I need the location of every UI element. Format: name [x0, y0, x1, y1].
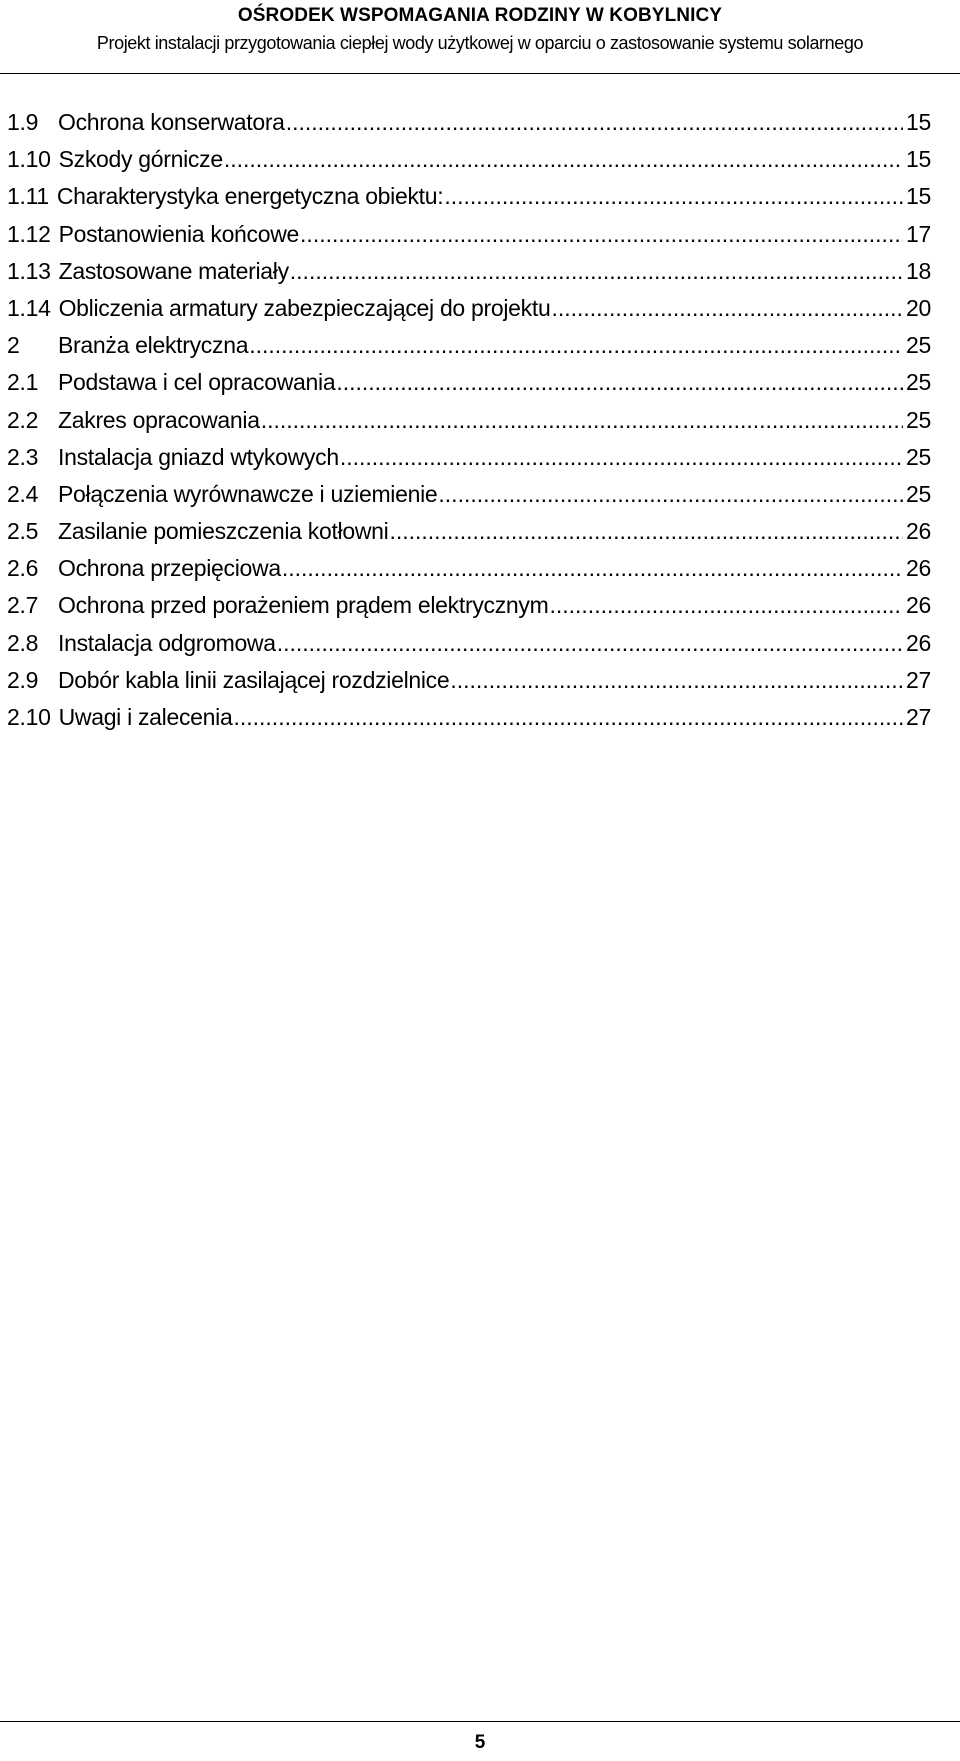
toc-entry-number: 2.3	[7, 443, 39, 470]
toc-entry-page: 25	[906, 406, 931, 433]
toc-dot-leader	[300, 216, 903, 253]
toc-entry-2-3[interactable]	[7, 439, 931, 476]
toc-dot-leader	[389, 513, 903, 550]
toc-entry-page: 25	[906, 480, 931, 507]
toc-entry-number: 1.9	[7, 109, 39, 135]
toc-entry-number: 2	[7, 332, 20, 359]
header-title: OŚRODEK WSPOMAGANIA RODZINY W KOBYLNICY	[237, 5, 723, 26]
toc-dot-leader	[450, 662, 903, 699]
toc-dot-leader	[444, 178, 903, 215]
toc-entry-2-4[interactable]	[7, 476, 931, 513]
toc-entry-1-12[interactable]	[7, 216, 931, 253]
page-footer	[0, 1721, 960, 1761]
header-subtitle: Projekt instalacji przygotowania ciepłej wody użytkowej w oparciu o zastosowanie systemu solarnego	[96, 33, 864, 53]
toc-dot-leader	[249, 327, 903, 364]
toc-dot-leader	[286, 104, 903, 141]
toc-entry-number: 1.10	[7, 146, 51, 173]
toc-entry-title: Zasilanie pomieszczenia kotłowni	[58, 518, 389, 545]
toc-entry-1-11[interactable]	[7, 178, 931, 215]
toc-entry-page: 17	[906, 220, 931, 247]
toc-entry-number: 2.1	[7, 369, 39, 396]
toc-entry-2[interactable]	[7, 327, 931, 364]
toc-dot-leader	[282, 550, 903, 587]
toc-entry-title: Dobór kabla linii zasilającej rozdzielnice	[58, 666, 450, 693]
toc-entry-number: 2.5	[7, 518, 39, 545]
toc-dot-leader	[551, 290, 903, 327]
toc-entry-page: 15	[906, 109, 931, 135]
toc-entry-title: Charakterystyka energetyczna obiektu:	[56, 183, 444, 210]
toc-entry-number: 1.13	[7, 257, 51, 284]
toc-entry-page: 15	[906, 183, 931, 210]
toc-dot-leader	[261, 402, 903, 439]
toc-dot-leader	[549, 587, 903, 624]
toc-entry-number: 1.12	[7, 220, 51, 247]
toc-entry-2-5[interactable]	[7, 513, 931, 550]
toc-entry-page: 27	[906, 704, 931, 730]
toc-dot-leader	[277, 625, 903, 662]
toc-entry-page: 25	[906, 443, 931, 470]
toc-entry-title: Branża elektryczna	[58, 332, 249, 359]
toc-entry-2-7[interactable]	[7, 587, 931, 624]
toc-entry-page: 20	[906, 294, 931, 321]
toc-entry-number: 2.4	[7, 480, 39, 507]
toc-dot-leader	[336, 364, 903, 401]
toc-entry-page: 26	[906, 592, 931, 619]
toc-entry-title: Uwagi i zalecenia	[58, 704, 233, 730]
toc-entry-title: Zakres opracowania	[58, 406, 260, 433]
toc-entry-1-9[interactable]	[7, 104, 931, 141]
toc-entry-title: Obliczenia armatury zabezpieczającej do projektu	[58, 294, 551, 321]
toc-entry-title: Szkody górnicze	[58, 146, 223, 173]
toc-entry-number: 2.10	[7, 704, 51, 730]
toc-entry-page: 26	[906, 555, 931, 582]
toc-entry-title: Podstawa i cel opracowania	[58, 369, 336, 396]
toc-entry-2-2[interactable]	[7, 402, 931, 439]
toc-entry-2-8[interactable]	[7, 625, 931, 662]
toc-entry-1-13[interactable]	[7, 253, 931, 290]
toc-entry-page: 27	[906, 666, 931, 693]
toc-entry-page: 18	[906, 257, 931, 284]
toc-entry-title: Postanowienia końcowe	[58, 220, 300, 247]
toc-entry-number: 2.7	[7, 592, 39, 619]
toc-entry-title: Ochrona przepięciowa	[58, 555, 281, 582]
toc-entry-title: Połączenia wyrównawcze i uziemienie	[58, 480, 438, 507]
toc-entry-number: 2.6	[7, 555, 39, 582]
toc-entry-title: Ochrona konserwatora	[58, 109, 285, 135]
toc-entry-number: 2.9	[7, 666, 39, 693]
toc-entry-page: 26	[906, 629, 931, 656]
toc-dot-leader	[290, 253, 903, 290]
toc-entry-2-9[interactable]	[7, 662, 931, 699]
toc-entry-title: Instalacja odgromowa	[58, 629, 276, 656]
toc-entry-number: 2.8	[7, 629, 39, 656]
toc-entry-title: Instalacja gniazd wtykowych	[58, 443, 339, 470]
toc-entry-page: 26	[906, 518, 931, 545]
table-of-contents	[7, 104, 931, 736]
toc-entry-title: Ochrona przed porażeniem prądem elektrycznym	[58, 592, 549, 619]
toc-dot-leader	[438, 476, 903, 513]
toc-entry-page: 15	[906, 146, 931, 173]
toc-entry-1-10[interactable]	[7, 141, 931, 178]
page-number: 5	[474, 1732, 486, 1753]
toc-entry-number: 1.14	[7, 294, 51, 321]
toc-entry-number: 1.11	[7, 183, 49, 210]
toc-entry-number: 2.2	[7, 406, 39, 433]
toc-dot-leader	[340, 439, 903, 476]
page-header	[0, 0, 960, 74]
toc-entry-page: 25	[906, 332, 931, 359]
toc-entry-1-14[interactable]	[7, 290, 931, 327]
toc-dot-leader	[233, 699, 903, 736]
toc-dot-leader	[224, 141, 903, 178]
toc-entry-2-10[interactable]	[7, 699, 931, 736]
toc-entry-2-6[interactable]	[7, 550, 931, 587]
toc-entry-title: Zastosowane materiały	[58, 257, 289, 284]
toc-entry-page: 25	[906, 369, 931, 396]
toc-entry-2-1[interactable]	[7, 364, 931, 401]
